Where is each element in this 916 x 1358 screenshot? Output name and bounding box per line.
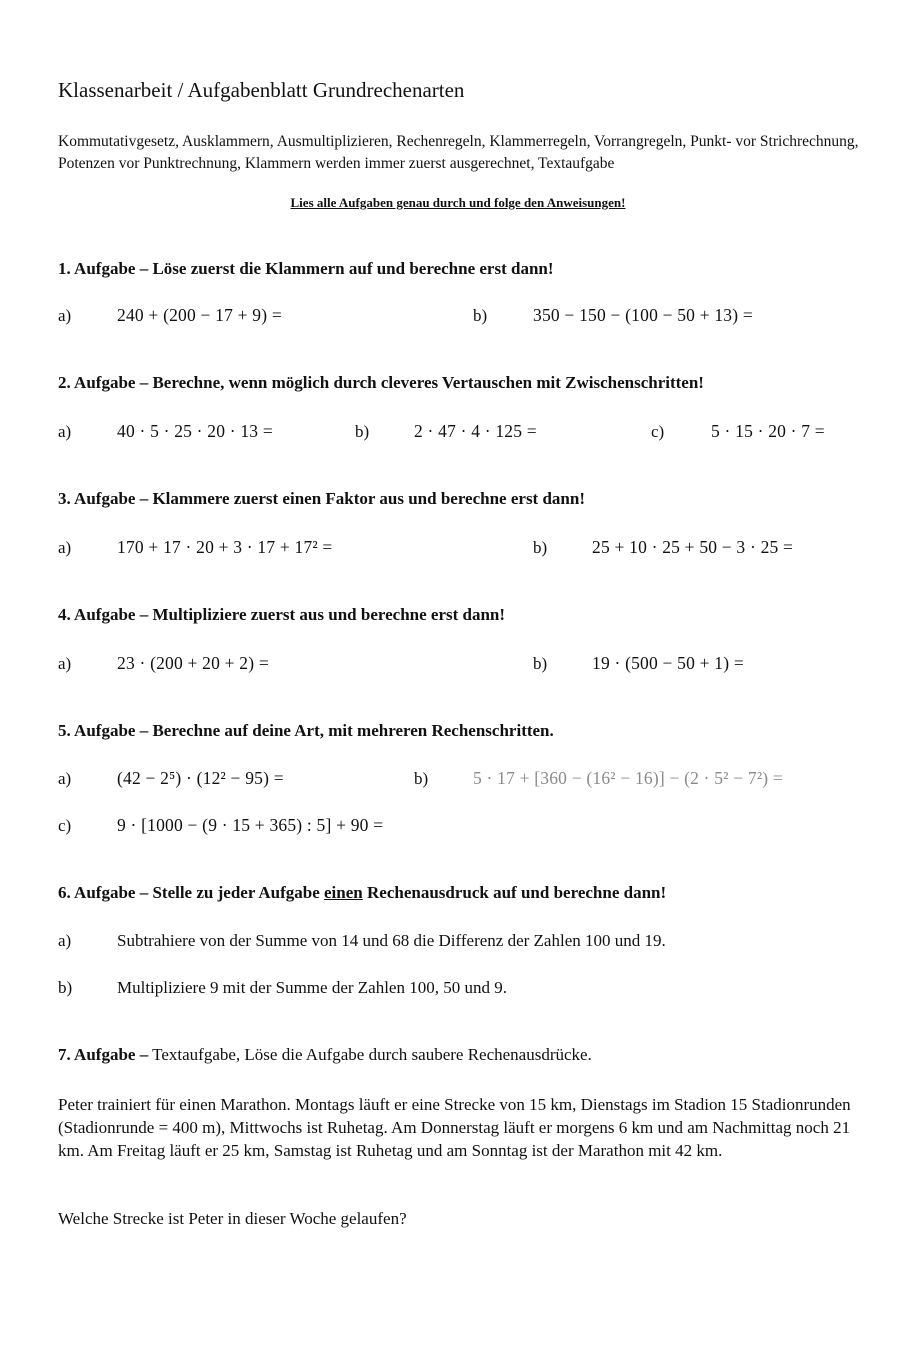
task7-paragraph: Peter trainiert für einen Marathon. Montags läuft er eine Strecke von 15 km, Dienstags im Stadion 15 Stadionrunden (Stadionrunde = 400 m), Mittwochs ist Ruhetag. Am Donnerstag läuft er morgens 6 km und am Nachmittag noch 21 km. Am Freitag läuft er 25 km, Samstag ist Ruhetag und am Sonntag ist der Marathon mit 42 km. [58, 1095, 851, 1160]
task6-a-text: Subtrahiere von der Summe von 14 und 68 die Differenz der Zahlen 100 und 19. [117, 931, 666, 950]
task6-heading-emphasis: einen [324, 883, 363, 902]
task2-a-label: a) [58, 422, 72, 441]
task5-a-expression: (42 − 2⁵) · (12² − 95) = [117, 768, 284, 788]
task4-heading: 4. Aufgabe – Multipliziere zuerst aus und berechne erst dann! [58, 605, 506, 624]
task5-b-expression: 5 · 17 + [360 − (16² − 16)] − (2 · 5² − 7²) = [473, 768, 783, 788]
task3-a-expression: 170 + 17 · 20 + 3 · 17 + 17² = [117, 537, 333, 557]
task2-b-label: b) [355, 422, 370, 441]
task7-heading-text: Textaufgabe, Löse die Aufgabe durch saubere Rechenausdrücke. [148, 1045, 592, 1064]
instruction-note: Lies alle Aufgaben genau durch und folge den Anweisungen! [290, 195, 626, 210]
task3-a-label: a) [58, 538, 72, 557]
task4-a-label: a) [58, 654, 72, 673]
task5-c-label: c) [58, 816, 72, 835]
task3-b-expression: 25 + 10 · 25 + 50 − 3 · 25 = [592, 537, 794, 557]
task4-a-expression: 23 · (200 + 20 + 2) = [117, 653, 269, 673]
task2-heading: 2. Aufgabe – Berechne, wenn möglich durch cleveres Vertauschen mit Zwischenschritten! [58, 373, 704, 392]
task3-heading: 3. Aufgabe – Klammere zuerst einen Faktor aus und berechne erst dann! [58, 489, 585, 508]
task7-heading-label: 7. Aufgabe – [58, 1045, 149, 1064]
page-title: Klassenarbeit / Aufgabenblatt Grundrechenarten [58, 78, 465, 102]
task1-b-label: b) [473, 306, 488, 325]
task6-heading-end: Rechenausdruck auf und berechne dann! [362, 883, 667, 902]
task6-heading-start: 6. Aufgabe – Stelle zu jeder Aufgabe [58, 883, 325, 902]
task6-heading [58, 883, 666, 903]
task2-c-expression: 5 · 15 · 20 · 7 = [711, 421, 825, 441]
task3-b-label: b) [533, 538, 548, 557]
task1-heading: 1. Aufgabe – Löse zuerst die Klammern auf und berechne erst dann! [58, 259, 554, 278]
task1-a-label: a) [58, 306, 72, 325]
task6-b-label: b) [58, 978, 73, 997]
topics-list: Kommutativgesetz, Ausklammern, Ausmultiplizieren, Rechenregeln, Klammerregeln, Vorrangregeln, Punkt- vor Strichrechnung, Potenzen vor Punktrechnung, Klammern werden immer zuerst ausgerechnet, Textaufgabe [58, 133, 859, 172]
task7-question: Welche Strecke ist Peter in dieser Woche gelaufen? [58, 1209, 407, 1228]
task5-a-label: a) [58, 769, 72, 788]
task2-a-expression: 40 · 5 · 25 · 20 · 13 = [117, 421, 273, 441]
task2-c-label: c) [651, 422, 665, 441]
task4-b-expression: 19 · (500 − 50 + 1) = [592, 653, 744, 673]
task2-b-expression: 2 · 47 · 4 · 125 = [414, 421, 537, 441]
task6-a-label: a) [58, 931, 72, 950]
task1-a-expression: 240 + (200 − 17 + 9) = [117, 305, 282, 325]
task5-heading: 5. Aufgabe – Berechne auf deine Art, mit mehreren Rechenschritten. [58, 721, 554, 740]
task5-c-expression: 9 · [1000 − (9 · 15 + 365) : 5] + 90 = [117, 815, 384, 835]
task5-b-label: b) [414, 769, 429, 788]
task4-b-label: b) [533, 654, 548, 673]
task1-b-expression: 350 − 150 − (100 − 50 + 13) = [533, 305, 753, 325]
task6-b-text: Multipliziere 9 mit der Summe der Zahlen 100, 50 und 9. [117, 978, 507, 997]
task7-heading [58, 1045, 592, 1065]
